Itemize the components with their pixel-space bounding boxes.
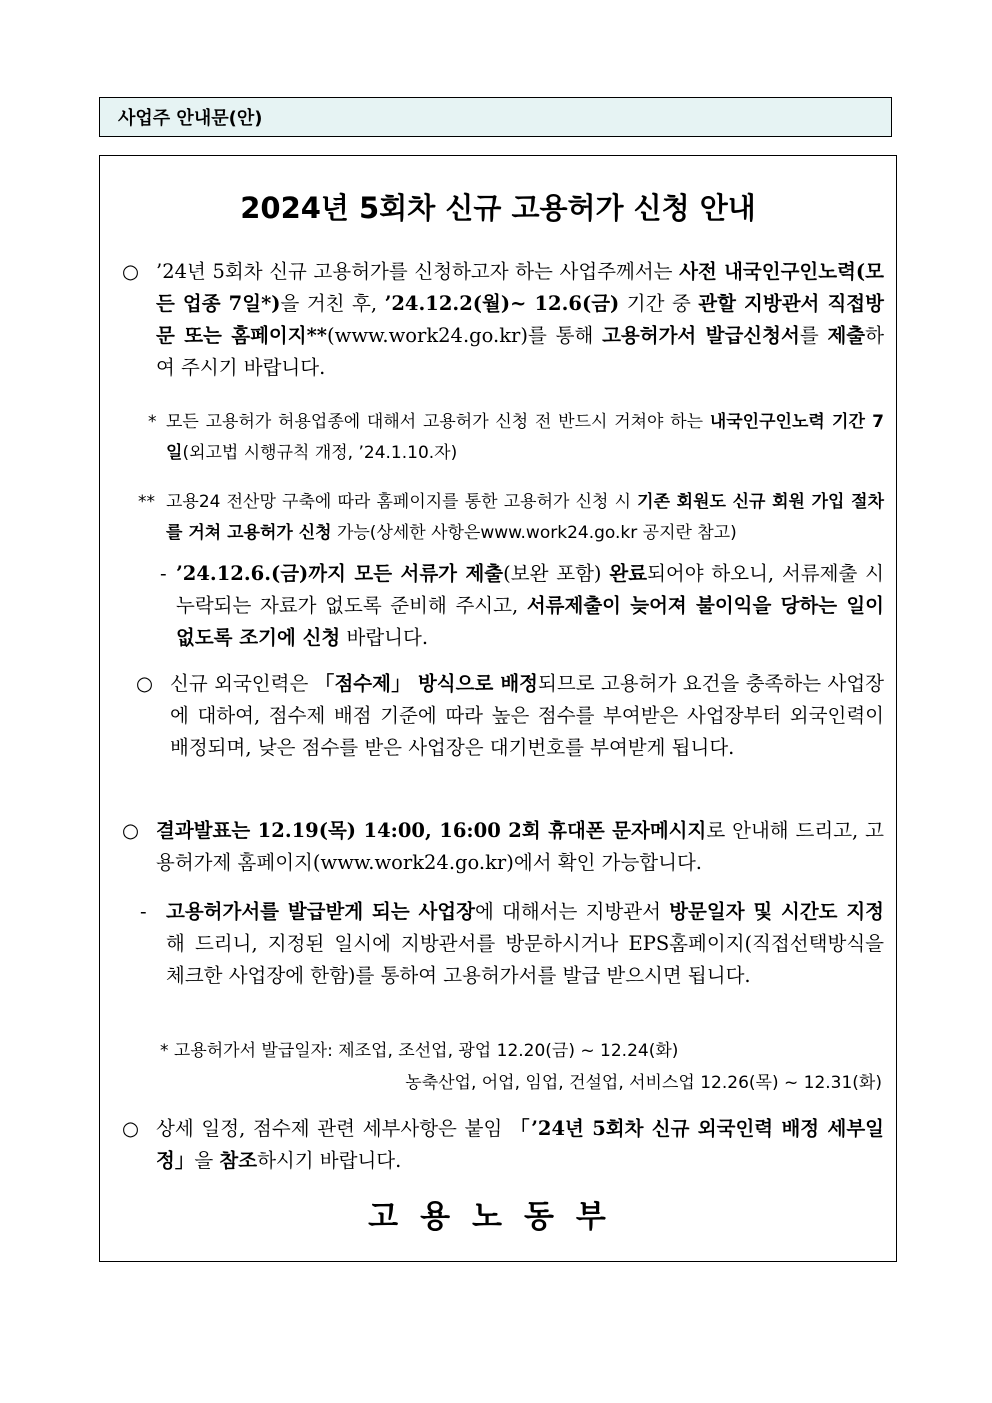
paragraph-detail-reference: 상세 일정, 점수제 관련 세부사항은 붙임 「’24년 5회차 신규 외국인력 배정 세부일정」을 참조하시기 바랍니다.	[156, 1117, 884, 1172]
issuance-schedule-line-1: * 고용허가서 발급일자: 제조업, 조선업, 광업 12.20(금) ~ 12.24(화)	[160, 1041, 679, 1061]
notice-header-label-box	[99, 97, 892, 137]
double-asterisk-marker: **	[138, 492, 155, 512]
paragraph-result-announcement: 결과발표는 12.19(목) 14:00, 16:00 2회 휴대폰 문자메시지로 안내해 드리고, 고용허가제 홈페이지(www.work24.go.kr)에서 확인 가능합니다.	[156, 819, 884, 874]
dash-bullet-icon: -	[140, 900, 147, 923]
note-new-membership: 고용24 전산망 구축에 따라 홈페이지를 통한 고용허가 신청 시 기존 회원도 신규 회원 가입 절차를 거쳐 고용허가 신청 가능(상세한 사항은www.work24.go.kr 공지란 참고)	[166, 492, 884, 543]
paragraph-point-system: 신규 외국인력은 「점수제」 방식으로 배정되므로 고용허가 요건을 충족하는 사업장에 대하여, 점수제 배점 기준에 따라 높은 점수를 부여받은 사업장부터 외국인력이 배정되며, 낮은 점수를 받은 사업장은 대기번호를 부여받게 됩니다.	[170, 672, 884, 759]
dash-bullet-icon: -	[160, 562, 167, 585]
document-title: 2024년 5회차 신규 고용허가 신청 안내	[240, 191, 756, 225]
notice-body-box	[99, 155, 897, 1262]
paragraph-document-deadline: ’24.12.6.(금)까지 모든 서류가 제출(보완 포함) 완료되어야 하오니, 서류제출 시 누락되는 자료가 없도록 준비해 주시고, 서류제출이 늦어져 불이익을 당하는 일이 없도록 조기에 신청 바랍니다.	[176, 562, 884, 649]
issuance-schedule-line-2: 농축산업, 어업, 임업, 건설업, 서비스업 12.26(목) ~ 12.31(화)	[405, 1073, 882, 1093]
circle-bullet-icon: ○	[122, 1117, 140, 1140]
paragraph-permit-issuance: 고용허가서를 발급받게 되는 사업장에 대해서는 지방관서 방문일자 및 시간도 지정해 드리니, 지정된 일시에 지방관서를 방문하시거나 EPS홈페이지(직접선택방식을 체크한 사업장에 한함)를 통하여 고용허가서를 발급 받으시면 됩니다.	[166, 900, 884, 987]
circle-bullet-icon: ○	[122, 819, 140, 842]
asterisk-marker: *	[148, 412, 157, 432]
circle-bullet-icon: ○	[136, 672, 154, 695]
circle-bullet-icon: ○	[122, 260, 140, 283]
notice-header-label: 사업주 안내문(안)	[118, 108, 263, 129]
ministry-signature: 고용노동부	[368, 1199, 628, 1235]
paragraph-application-period: ’24년 5회차 신규 고용허가를 신청하고자 하는 사업주께서는 사전 내국인구인노력(모든 업종 7일*)을 거친 후, ’24.12.2(월)~ 12.6(금) 기간 중 관할 지방관서 직접방문 또는 홈페이지**(www.work24.go.kr)를 통해 고용허가서 발급신청서를 제출하여 주시기 바랍니다.	[156, 260, 885, 379]
note-recruitment-effort: 모든 고용허가 허용업종에 대해서 고용허가 신청 전 반드시 거쳐야 하는 내국인구인노력 기간 7일(외고법 시행규칙 개정, ’24.1.10.자)	[166, 412, 884, 463]
